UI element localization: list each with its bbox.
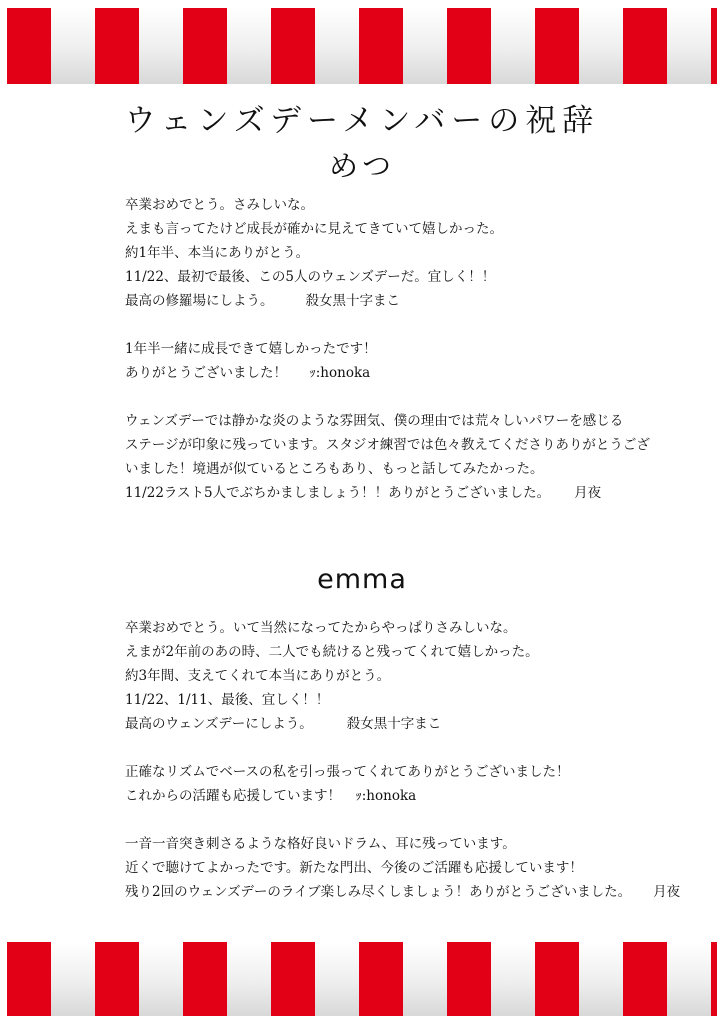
spacer (125, 313, 635, 337)
message-line: ステージが印象に残っています。スタジオ練習では色々教えてくださりありがとうござ (125, 437, 650, 453)
message-text: これからの活躍も応援しています！ (125, 788, 341, 804)
banner-stripe-red (7, 8, 51, 84)
message-text: 11/22ラスト5人でぶちかましましょう！！ありがとうございました。 (125, 485, 551, 501)
signature: 月夜 (574, 485, 602, 501)
banner-stripe-white (491, 8, 535, 84)
section-heading-emma: emma (317, 564, 407, 595)
section-heading-metsu: めつ (328, 149, 395, 183)
signature: 殺女黒十字まこ (346, 716, 442, 732)
banner-stripe-red (183, 942, 227, 1016)
banner-stripe-white (403, 942, 447, 1016)
banner-stripe-white (315, 942, 359, 1016)
bottom-striped-banner (7, 942, 717, 1016)
message-line: 約3年間、支えてくれて本当にありがとう。 (125, 668, 391, 684)
banner-stripe-red (271, 8, 315, 84)
banner-stripe-red (7, 942, 51, 1016)
signature: 殺女黒十字まこ (305, 293, 400, 309)
banner-stripe-red (711, 942, 717, 1016)
banner-stripe-red (535, 942, 579, 1016)
message-line: 11/22、最初で最後、この5人のウェンズデーだ。宜しく！！ (125, 269, 496, 285)
message-line: 卒業おめでとう。さみしいな。 (125, 197, 314, 213)
banner-stripe-red (183, 8, 227, 84)
banner-stripe-white (491, 942, 535, 1016)
banner-stripe-white (139, 8, 183, 84)
top-striped-banner (7, 8, 717, 84)
message-line: いました！境遇が似ているところもあり、もっと話してみたかった。 (125, 461, 544, 477)
spacer (125, 385, 635, 409)
message-line: 正確なリズムでベースの私を引っ張ってくれてありがとうございました！ (125, 764, 570, 780)
banner-stripe-red (535, 8, 579, 84)
banner-stripe-red (623, 942, 667, 1016)
message-line (125, 481, 635, 505)
message-line (125, 712, 635, 736)
banner-stripe-red (447, 942, 491, 1016)
banner-stripe-red (95, 942, 139, 1016)
message-text: ありがとうございました！ (125, 365, 287, 381)
message-text: 残り2回のウェンズデーのライブ楽しみ尽くしましょう！ありがとうございました。 (125, 884, 632, 900)
signature: 月夜 (653, 884, 681, 900)
message-line: 約1年半、本当にありがとう。 (125, 245, 310, 261)
banner-stripe-red (359, 8, 403, 84)
signature: ｯ:honoka (309, 365, 371, 381)
message-line: 11/22、1/11、最後、宜しく！！ (125, 692, 330, 708)
banner-stripe-white (579, 8, 623, 84)
message-text: 最高の修羅場にしよう。 (125, 293, 274, 309)
message-line (125, 289, 635, 313)
banner-stripe-red (447, 8, 491, 84)
banner-stripe-white (315, 8, 359, 84)
banner-stripe-white (51, 8, 95, 84)
message-line: 一音一音突き刺さるような格好良いドラム、耳に残っています。 (125, 836, 516, 852)
section-metsu-messages (125, 193, 650, 505)
message-line: 卒業おめでとう。いて当然になってたからやっぱりさみしいな。 (125, 620, 517, 636)
banner-stripe-white (51, 942, 95, 1016)
message-line: えまが2年前のあの時、二人でも続けると残ってくれて嬉しかった。 (125, 644, 539, 660)
banner-stripe-white (227, 942, 271, 1016)
message-line: ウェンズデーでは静かな炎のような雰囲気、僕の理由では荒々しいパワーを感じる (125, 413, 624, 429)
spacer (125, 736, 635, 760)
banner-stripe-red (271, 942, 315, 1016)
banner-stripe-red (95, 8, 139, 84)
section-emma-messages (125, 616, 681, 904)
message-text: 最高のウェンズデーにしよう。 (125, 716, 313, 732)
banner-stripe-white (139, 942, 183, 1016)
spacer (125, 808, 635, 832)
banner-stripe-white (227, 8, 271, 84)
banner-stripe-white (403, 8, 447, 84)
page-title: ウェンズデーメンバーの祝辞 (124, 103, 600, 139)
banner-stripe-white (667, 942, 711, 1016)
message-line: 1年半一緒に成長できて嬉しかったです！ (125, 341, 377, 357)
banner-stripe-white (667, 8, 711, 84)
signature: ｯ:honoka (355, 788, 417, 804)
message-line: えまも言ってたけど成長が確かに見えてきていて嬉しかった。 (125, 221, 503, 237)
message-line (125, 784, 635, 808)
message-line (125, 361, 635, 385)
banner-stripe-white (579, 942, 623, 1016)
banner-stripe-red (623, 8, 667, 84)
message-line (125, 880, 681, 904)
banner-stripe-red (359, 942, 403, 1016)
message-line: 近くで聴けてよかったです。新たな門出、今後のご活躍も応援しています！ (125, 860, 583, 876)
banner-stripe-red (711, 8, 717, 84)
